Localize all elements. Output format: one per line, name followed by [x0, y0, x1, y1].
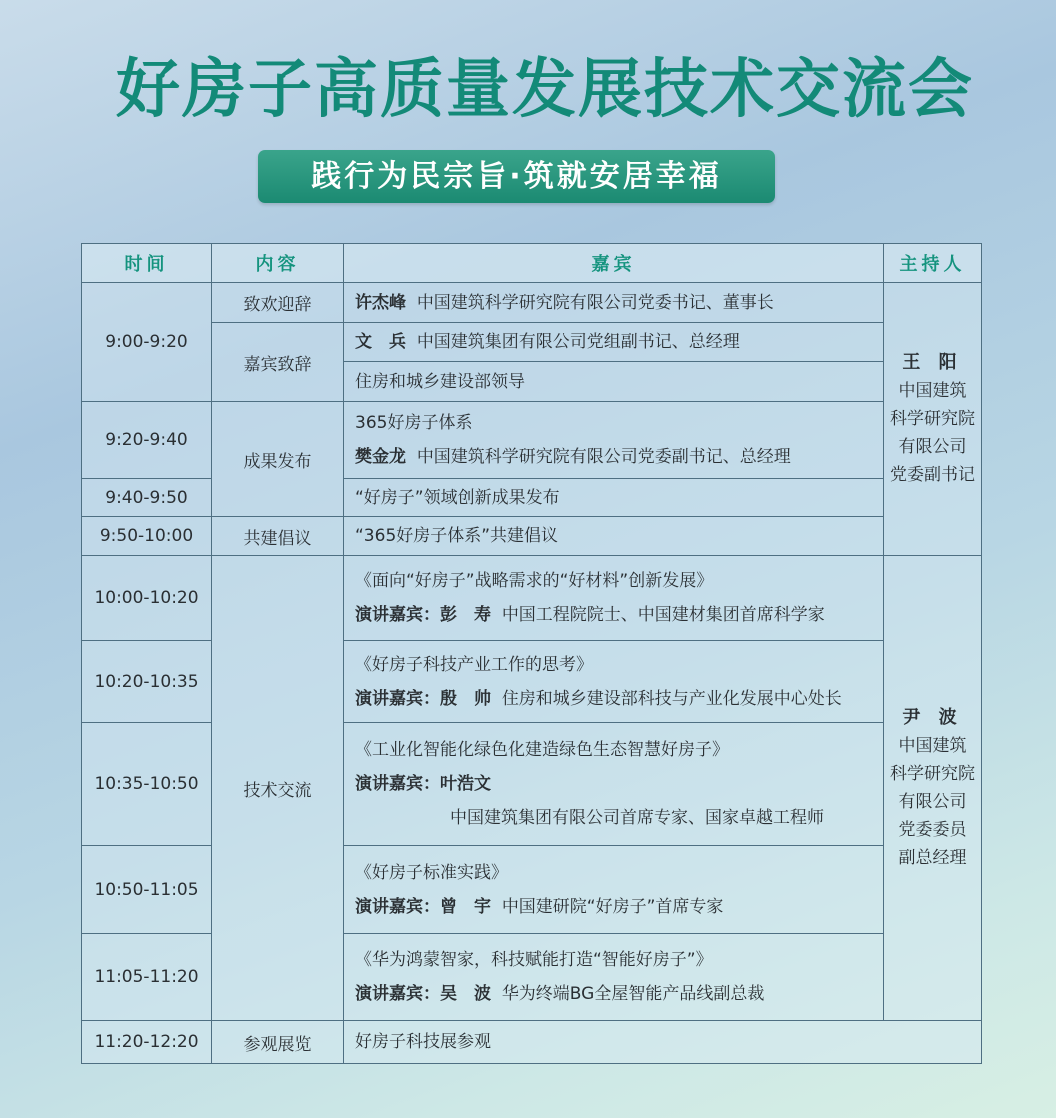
host-name: 尹 波 [902, 707, 963, 728]
guest-title: 中国建研院“好房子”首席专家 [501, 896, 724, 917]
guest-title: 中国建筑科学研究院有限公司党委副书记、总经理 [416, 447, 791, 467]
host-line: 中国建筑 [898, 736, 967, 756]
content-cell: 成果发布 [212, 402, 344, 517]
table-row [82, 283, 982, 323]
header-host: 主持人 [884, 244, 982, 283]
table-row [82, 402, 982, 479]
guest-name: 叶浩文 [440, 774, 491, 794]
guest-name: 殷 帅 [440, 688, 491, 709]
guest-cell: 住房和城乡建设部领导 [344, 362, 884, 402]
guest-cell [344, 934, 884, 1021]
time-cell: 10:00-10:20 [82, 556, 212, 641]
guest-name: 彭 寿 [440, 605, 491, 625]
time-cell: 10:20-10:35 [82, 641, 212, 723]
speaker-label: 演讲嘉宾： [355, 605, 440, 625]
guest-cell [344, 283, 884, 323]
time-cell: 9:00-9:20 [82, 283, 212, 402]
time-cell: 9:50-10:00 [82, 517, 212, 556]
topic: 365好房子体系 [355, 413, 473, 433]
content-cell: 参观展览 [212, 1021, 344, 1064]
topic: 《工业化智能化绿色化建造绿色生态智慧好房子》 [355, 740, 729, 760]
header-content: 内容 [212, 244, 344, 283]
speaker-label: 演讲嘉宾： [355, 774, 440, 794]
guest-title: 华为终端BG全屋智能产品线副总裁 [501, 984, 765, 1004]
guest-title: 中国建筑集团有限公司首席专家、国家卓越工程师 [450, 808, 824, 828]
guest-cell: “好房子”领域创新成果发布 [344, 479, 884, 517]
speaker-label: 演讲嘉宾： [355, 688, 440, 709]
table-row [82, 517, 982, 556]
guest-cell [344, 846, 884, 934]
topic: 《好房子科技产业工作的思考》 [355, 654, 593, 675]
speaker-label: 演讲嘉宾： [355, 984, 440, 1004]
host-line: 中国建筑 [898, 381, 967, 401]
guest-cell [344, 402, 884, 479]
content-cell: 技术交流 [212, 556, 344, 1021]
guest-name: 许杰峰 [355, 292, 406, 313]
guest-cell: “365好房子体系”共建倡议 [344, 517, 884, 556]
guest-name: 曾 宇 [440, 896, 491, 917]
topic: 《面向“好房子”战略需求的“好材料”创新发展》 [355, 571, 714, 591]
guest-title: 中国工程院院士、中国建材集团首席科学家 [501, 605, 825, 625]
time-cell: 11:05-11:20 [82, 934, 212, 1021]
guest-title: 住房和城乡建设部科技与产业化发展中心处长 [501, 688, 842, 709]
subtitle-banner: 践行为民宗旨·筑就安居幸福 [258, 150, 775, 203]
host-line: 有限公司 [898, 792, 967, 812]
time-cell: 10:50-11:05 [82, 846, 212, 934]
host-line: 党委委员 [898, 820, 967, 840]
guest-title: 中国建筑集团有限公司党组副书记、总经理 [416, 332, 740, 352]
page-title: 好房子高质量发展技术交流会 [116, 52, 974, 127]
guest-cell [344, 323, 884, 362]
topic: 《华为鸿蒙智家，科技赋能打造“智能好房子”》 [355, 950, 713, 970]
guest-cell: 好房子科技展参观 [344, 1021, 982, 1064]
guest-name: 文 兵 [355, 332, 406, 352]
time-cell: 10:35-10:50 [82, 723, 212, 846]
host-line: 科学研究院 [890, 764, 975, 784]
time-cell: 9:40-9:50 [82, 479, 212, 517]
content-cell: 共建倡议 [212, 517, 344, 556]
guest-title: 中国建筑科学研究院有限公司党委书记、董事长 [416, 292, 774, 313]
time-cell: 9:20-9:40 [82, 402, 212, 479]
guest-name: 吴 波 [440, 984, 491, 1004]
header-guest: 嘉宾 [344, 244, 884, 283]
host-cell [884, 556, 982, 1021]
guest-name: 樊金龙 [355, 447, 406, 467]
content-cell: 致欢迎辞 [212, 283, 344, 323]
topic: 《好房子标准实践》 [355, 862, 508, 883]
guest-cell [344, 556, 884, 641]
header-time: 时间 [82, 244, 212, 283]
host-line: 党委副书记 [890, 465, 975, 485]
speaker-label: 演讲嘉宾： [355, 896, 440, 917]
guest-cell [344, 723, 884, 846]
host-line: 有限公司 [898, 437, 967, 457]
content-cell: 嘉宾致辞 [212, 323, 344, 402]
table-row [82, 323, 982, 362]
guest-cell [344, 641, 884, 723]
host-line: 科学研究院 [890, 409, 975, 429]
host-line: 副总经理 [898, 848, 967, 868]
table-row [82, 556, 982, 641]
schedule-table [81, 243, 982, 1064]
time-cell: 11:20-12:20 [82, 1021, 212, 1064]
table-header [82, 244, 982, 283]
host-cell [884, 283, 982, 556]
table-row [82, 1021, 982, 1064]
host-name: 王 阳 [902, 352, 963, 373]
